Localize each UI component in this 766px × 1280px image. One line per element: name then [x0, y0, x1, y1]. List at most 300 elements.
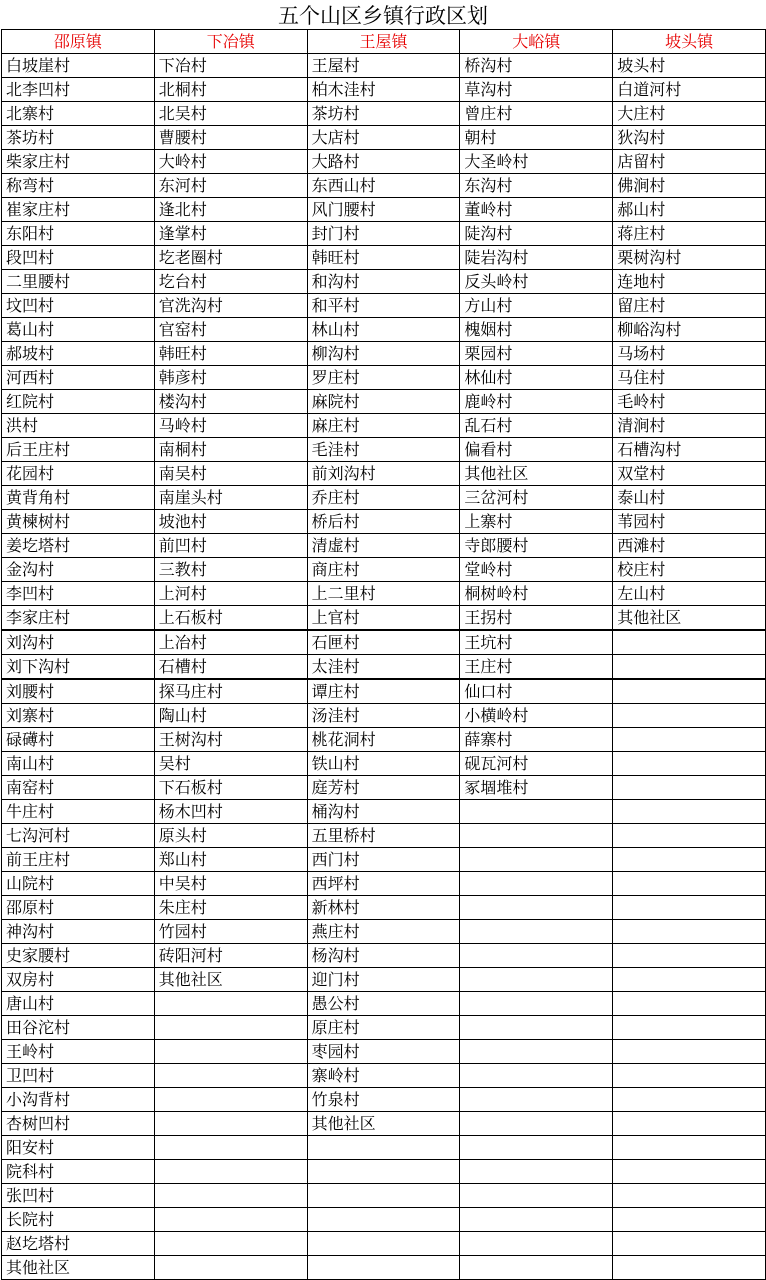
village-cell[interactable]: 枣园村	[307, 1040, 460, 1064]
village-cell[interactable]: 神沟村	[2, 920, 155, 944]
village-cell[interactable]: 清涧村	[613, 414, 766, 438]
village-cell[interactable]: 东西山村	[307, 174, 460, 198]
village-cell[interactable]: 茶坊村	[2, 126, 155, 150]
table-row	[2, 78, 766, 102]
village-cell[interactable]	[613, 679, 766, 704]
village-cell[interactable]	[460, 800, 613, 824]
village-cell[interactable]: 王坑村	[460, 630, 613, 655]
village-cell[interactable]: 上寨村	[460, 510, 613, 534]
table-row	[2, 270, 766, 294]
village-cell[interactable]: 南吴村	[154, 462, 307, 486]
village-cell[interactable]: 邵原村	[2, 896, 155, 920]
village-cell[interactable]: 楼沟村	[154, 390, 307, 414]
village-cell[interactable]: 王拐村	[460, 606, 613, 631]
sheet-title: 五个山区乡镇行政区划	[278, 4, 488, 28]
village-cell[interactable]	[460, 872, 613, 896]
table-row	[2, 872, 766, 896]
village-cell[interactable]: 大庄村	[613, 102, 766, 126]
village-cell[interactable]: 蒋庄村	[613, 222, 766, 246]
village-cell[interactable]: 坡池村	[154, 510, 307, 534]
village-cell[interactable]: 砖阳河村	[154, 944, 307, 968]
village-cell[interactable]	[154, 1256, 307, 1280]
table-row	[2, 534, 766, 558]
village-cell[interactable]: 官窑村	[154, 318, 307, 342]
table-row	[2, 294, 766, 318]
village-cell[interactable]: 南桐村	[154, 438, 307, 462]
village-cell[interactable]: 南窑村	[2, 776, 155, 800]
village-cell[interactable]: 杨木凹村	[154, 800, 307, 824]
village-cell[interactable]: 小沟背村	[2, 1088, 155, 1112]
village-cell[interactable]	[460, 1136, 613, 1160]
village-cell[interactable]: 七沟河村	[2, 824, 155, 848]
village-cell[interactable]: 三教村	[154, 558, 307, 582]
table-row	[2, 1208, 766, 1232]
village-cell[interactable]	[613, 1184, 766, 1208]
village-cell[interactable]: 韩彦村	[154, 366, 307, 390]
village-cell[interactable]	[613, 1160, 766, 1184]
village-cell[interactable]: 南崖头村	[154, 486, 307, 510]
village-cell[interactable]	[613, 752, 766, 776]
village-cell[interactable]: 吴村	[154, 752, 307, 776]
village-cell[interactable]: 西滩村	[613, 534, 766, 558]
village-cell[interactable]: 上石板村	[154, 606, 307, 631]
village-cell[interactable]	[613, 1256, 766, 1280]
village-cell[interactable]	[460, 1208, 613, 1232]
village-cell[interactable]: 南山村	[2, 752, 155, 776]
village-cell[interactable]: 洪村	[2, 414, 155, 438]
village-cell[interactable]: 史家腰村	[2, 944, 155, 968]
village-cell[interactable]	[460, 968, 613, 992]
village-cell[interactable]: 赵圪塔村	[2, 1232, 155, 1256]
village-cell[interactable]	[613, 824, 766, 848]
header-cell[interactable]: 坡头镇	[613, 30, 766, 54]
village-cell[interactable]: 商庄村	[307, 558, 460, 582]
village-cell[interactable]: 小横岭村	[460, 704, 613, 728]
village-cell[interactable]: 中吴村	[154, 872, 307, 896]
village-cell[interactable]: 刘下沟村	[2, 655, 155, 680]
village-cell[interactable]: 逢北村	[154, 198, 307, 222]
village-cell[interactable]: 乱石村	[460, 414, 613, 438]
village-cell[interactable]	[154, 1208, 307, 1232]
table-row	[2, 1112, 766, 1136]
village-cell[interactable]: 坡头村	[613, 54, 766, 78]
village-cell[interactable]: 前凹村	[154, 534, 307, 558]
village-cell[interactable]: 仙口村	[460, 679, 613, 704]
village-cell[interactable]: 燕庄村	[307, 920, 460, 944]
village-cell[interactable]: 林山村	[307, 318, 460, 342]
village-cell[interactable]: 王树沟村	[154, 728, 307, 752]
village-cell[interactable]	[460, 992, 613, 1016]
village-cell[interactable]: 杨沟村	[307, 944, 460, 968]
village-cell[interactable]: 毛岭村	[613, 390, 766, 414]
village-cell[interactable]: 草沟村	[460, 78, 613, 102]
village-cell[interactable]: 三岔河村	[460, 486, 613, 510]
village-cell[interactable]	[460, 1016, 613, 1040]
table-row	[2, 246, 766, 270]
village-cell[interactable]: 西坪村	[307, 872, 460, 896]
village-cell[interactable]: 薛寨村	[460, 728, 613, 752]
village-cell[interactable]: 碌礡村	[2, 728, 155, 752]
village-cell[interactable]: 和沟村	[307, 270, 460, 294]
village-cell[interactable]	[613, 800, 766, 824]
village-cell[interactable]: 郑山村	[154, 848, 307, 872]
table-row	[2, 510, 766, 534]
village-cell[interactable]: 后王庄村	[2, 438, 155, 462]
village-cell[interactable]: 偏看村	[460, 438, 613, 462]
header-cell[interactable]: 邵原镇	[2, 30, 155, 54]
village-cell[interactable]	[154, 1088, 307, 1112]
village-cell[interactable]: 桐树岭村	[460, 582, 613, 606]
village-cell[interactable]	[613, 896, 766, 920]
village-cell[interactable]: 逢掌村	[154, 222, 307, 246]
village-cell[interactable]: 北吴村	[154, 102, 307, 126]
village-cell[interactable]	[613, 1016, 766, 1040]
village-cell[interactable]	[460, 896, 613, 920]
village-cell[interactable]	[613, 728, 766, 752]
village-cell[interactable]	[613, 992, 766, 1016]
village-cell[interactable]	[460, 1160, 613, 1184]
village-cell[interactable]	[460, 1232, 613, 1256]
table-row	[2, 1016, 766, 1040]
village-cell[interactable]: 清虚村	[307, 534, 460, 558]
village-cell[interactable]: 大圣岭村	[460, 150, 613, 174]
village-cell[interactable]: 郝山村	[613, 198, 766, 222]
table-row	[2, 1160, 766, 1184]
village-cell[interactable]: 北桐村	[154, 78, 307, 102]
table-row	[2, 438, 766, 462]
village-cell[interactable]: 陡沟村	[460, 222, 613, 246]
table-row	[2, 1232, 766, 1256]
village-cell[interactable]: 刘寨村	[2, 704, 155, 728]
header-cell[interactable]: 大峪镇	[460, 30, 613, 54]
village-cell[interactable]	[460, 824, 613, 848]
village-cell[interactable]: 左山村	[613, 582, 766, 606]
table-row	[2, 728, 766, 752]
village-cell[interactable]: 下石板村	[154, 776, 307, 800]
village-cell[interactable]	[460, 848, 613, 872]
village-cell[interactable]: 泰山村	[613, 486, 766, 510]
village-cell[interactable]	[154, 1112, 307, 1136]
table-row	[2, 150, 766, 174]
village-cell[interactable]: 坟凹村	[2, 294, 155, 318]
village-cell[interactable]: 红院村	[2, 390, 155, 414]
village-cell[interactable]: 曾庄村	[460, 102, 613, 126]
village-cell[interactable]	[613, 872, 766, 896]
village-cell[interactable]: 留庄村	[613, 294, 766, 318]
table-row	[2, 800, 766, 824]
village-cell[interactable]: 其他社区	[460, 462, 613, 486]
village-cell[interactable]	[613, 1208, 766, 1232]
village-cell[interactable]: 山院村	[2, 872, 155, 896]
village-cell[interactable]: 唐山村	[2, 992, 155, 1016]
village-cell[interactable]: 曹腰村	[154, 126, 307, 150]
table-row	[2, 1184, 766, 1208]
village-cell[interactable]: 反头岭村	[460, 270, 613, 294]
village-cell[interactable]	[613, 1112, 766, 1136]
village-cell[interactable]: 黄背角村	[2, 486, 155, 510]
village-cell[interactable]	[613, 776, 766, 800]
village-cell[interactable]: 堂岭村	[460, 558, 613, 582]
village-cell[interactable]: 北寨村	[2, 102, 155, 126]
table-row	[2, 630, 766, 655]
village-cell[interactable]	[613, 920, 766, 944]
village-cell[interactable]: 双房村	[2, 968, 155, 992]
village-cell[interactable]: 狄沟村	[613, 126, 766, 150]
village-cell[interactable]: 李凹村	[2, 582, 155, 606]
village-cell[interactable]: 西门村	[307, 848, 460, 872]
village-cell[interactable]: 李家庄村	[2, 606, 155, 631]
village-cell[interactable]	[460, 944, 613, 968]
village-cell[interactable]: 前刘沟村	[307, 462, 460, 486]
village-cell[interactable]: 上冶村	[154, 630, 307, 655]
village-cell[interactable]	[613, 1064, 766, 1088]
village-cell[interactable]: 庭芳村	[307, 776, 460, 800]
village-cell[interactable]: 其他社区	[154, 968, 307, 992]
village-cell[interactable]: 和平村	[307, 294, 460, 318]
village-cell[interactable]: 王屋村	[307, 54, 460, 78]
village-cell[interactable]: 探马庄村	[154, 679, 307, 704]
village-cell[interactable]	[460, 1112, 613, 1136]
table-row	[2, 54, 766, 78]
village-cell[interactable]: 苇园村	[613, 510, 766, 534]
village-cell[interactable]	[460, 1064, 613, 1088]
village-cell[interactable]: 竹泉村	[307, 1088, 460, 1112]
village-cell[interactable]	[613, 1232, 766, 1256]
village-cell[interactable]: 石槽村	[154, 655, 307, 680]
village-cell[interactable]: 阳安村	[2, 1136, 155, 1160]
village-cell[interactable]: 其他社区	[2, 1256, 155, 1280]
village-cell[interactable]: 刘沟村	[2, 630, 155, 655]
village-cell[interactable]: 柏木洼村	[307, 78, 460, 102]
village-cell[interactable]	[307, 1160, 460, 1184]
village-cell[interactable]: 上二里村	[307, 582, 460, 606]
village-cell[interactable]: 罗庄村	[307, 366, 460, 390]
village-cell[interactable]: 葛山村	[2, 318, 155, 342]
village-cell[interactable]: 佛涧村	[613, 174, 766, 198]
table-row	[2, 558, 766, 582]
village-cell[interactable]	[154, 1040, 307, 1064]
village-cell[interactable]	[460, 1088, 613, 1112]
village-cell[interactable]: 韩旺村	[307, 246, 460, 270]
village-cell[interactable]: 朝村	[460, 126, 613, 150]
village-cell[interactable]: 迎门村	[307, 968, 460, 992]
village-cell[interactable]: 林仙村	[460, 366, 613, 390]
village-cell[interactable]: 新林村	[307, 896, 460, 920]
village-cell[interactable]: 董岭村	[460, 198, 613, 222]
village-cell[interactable]	[154, 992, 307, 1016]
village-cell[interactable]	[307, 1232, 460, 1256]
header-cell[interactable]: 下冶镇	[154, 30, 307, 54]
village-cell[interactable]	[154, 1064, 307, 1088]
village-cell[interactable]: 汤洼村	[307, 704, 460, 728]
table-row	[2, 462, 766, 486]
village-cell[interactable]: 上官村	[307, 606, 460, 631]
village-cell[interactable]: 方山村	[460, 294, 613, 318]
table-row	[2, 582, 766, 606]
village-cell[interactable]: 金沟村	[2, 558, 155, 582]
village-cell[interactable]	[460, 1040, 613, 1064]
table-row	[2, 776, 766, 800]
village-cell[interactable]: 麻院村	[307, 390, 460, 414]
village-cell[interactable]	[154, 1160, 307, 1184]
village-cell[interactable]: 连地村	[613, 270, 766, 294]
village-cell[interactable]: 原头村	[154, 824, 307, 848]
village-cell[interactable]: 马住村	[613, 366, 766, 390]
village-cell[interactable]: 称弯村	[2, 174, 155, 198]
village-cell[interactable]: 官洗沟村	[154, 294, 307, 318]
village-cell[interactable]: 上河村	[154, 582, 307, 606]
village-cell[interactable]: 柳沟村	[307, 342, 460, 366]
village-cell[interactable]	[307, 1136, 460, 1160]
village-cell[interactable]: 其他社区	[613, 606, 766, 631]
village-cell[interactable]: 卫凹村	[2, 1064, 155, 1088]
village-cell[interactable]: 马岭村	[154, 414, 307, 438]
village-cell[interactable]: 柴家庄村	[2, 150, 155, 174]
village-cell[interactable]: 鹿岭村	[460, 390, 613, 414]
village-cell[interactable]: 陶山村	[154, 704, 307, 728]
village-cell[interactable]	[613, 704, 766, 728]
table-row	[2, 198, 766, 222]
village-cell[interactable]: 王岭村	[2, 1040, 155, 1064]
village-cell[interactable]: 愚公村	[307, 992, 460, 1016]
village-cell[interactable]: 下冶村	[154, 54, 307, 78]
village-cell[interactable]: 韩旺村	[154, 342, 307, 366]
table-row	[2, 1088, 766, 1112]
village-cell[interactable]: 牛庄村	[2, 800, 155, 824]
village-cell[interactable]: 北李凹村	[2, 78, 155, 102]
village-cell[interactable]: 长院村	[2, 1208, 155, 1232]
village-cell[interactable]	[307, 1208, 460, 1232]
header-cell[interactable]: 王屋镇	[307, 30, 460, 54]
village-cell[interactable]: 河西村	[2, 366, 155, 390]
table-row	[2, 704, 766, 728]
table-row	[2, 1064, 766, 1088]
village-cell[interactable]	[460, 920, 613, 944]
village-cell[interactable]	[154, 1184, 307, 1208]
village-cell[interactable]	[613, 968, 766, 992]
village-cell[interactable]: 砚瓦河村	[460, 752, 613, 776]
village-cell[interactable]: 圪台村	[154, 270, 307, 294]
village-cell[interactable]: 崔家庄村	[2, 198, 155, 222]
village-cell[interactable]: 大店村	[307, 126, 460, 150]
village-cell[interactable]	[613, 1040, 766, 1064]
village-cell[interactable]: 冢堌堆村	[460, 776, 613, 800]
village-cell[interactable]: 竹园村	[154, 920, 307, 944]
village-cell[interactable]: 五里桥村	[307, 824, 460, 848]
village-cell[interactable]: 桥后村	[307, 510, 460, 534]
village-cell[interactable]: 大路村	[307, 150, 460, 174]
village-cell[interactable]: 茶坊村	[307, 102, 460, 126]
village-cell[interactable]: 黄楝树村	[2, 510, 155, 534]
village-cell[interactable]: 校庄村	[613, 558, 766, 582]
table-row	[2, 390, 766, 414]
village-cell[interactable]: 马场村	[613, 342, 766, 366]
village-cell[interactable]: 杏树凹村	[2, 1112, 155, 1136]
village-cell[interactable]: 姜圪塔村	[2, 534, 155, 558]
village-cell[interactable]: 东沟村	[460, 174, 613, 198]
village-cell[interactable]: 田谷沱村	[2, 1016, 155, 1040]
village-cell[interactable]: 双堂村	[613, 462, 766, 486]
village-cell[interactable]: 石槽沟村	[613, 438, 766, 462]
table-row	[2, 1040, 766, 1064]
village-cell[interactable]: 东河村	[154, 174, 307, 198]
header-row	[2, 30, 766, 54]
village-cell[interactable]: 二里腰村	[2, 270, 155, 294]
village-cell[interactable]: 铁山村	[307, 752, 460, 776]
village-cell[interactable]: 槐姻村	[460, 318, 613, 342]
village-cell[interactable]: 院科村	[2, 1160, 155, 1184]
village-cell[interactable]: 白坡崖村	[2, 54, 155, 78]
village-cell[interactable]	[460, 1184, 613, 1208]
village-cell[interactable]: 栗园村	[460, 342, 613, 366]
village-cell[interactable]	[154, 1136, 307, 1160]
village-cell[interactable]	[307, 1256, 460, 1280]
village-cell[interactable]	[154, 1232, 307, 1256]
table-row	[2, 318, 766, 342]
table-row	[2, 1256, 766, 1280]
village-cell[interactable]	[613, 1088, 766, 1112]
village-cell[interactable]: 店留村	[613, 150, 766, 174]
village-cell[interactable]: 郝坡村	[2, 342, 155, 366]
village-cell[interactable]	[613, 1136, 766, 1160]
village-cell[interactable]: 刘腰村	[2, 679, 155, 704]
table-row	[2, 486, 766, 510]
village-cell[interactable]: 张凹村	[2, 1184, 155, 1208]
village-cell[interactable]: 寺郎腰村	[460, 534, 613, 558]
village-cell[interactable]	[460, 1256, 613, 1280]
village-cell[interactable]: 太洼村	[307, 655, 460, 680]
village-cell[interactable]: 陡岩沟村	[460, 246, 613, 270]
table-row	[2, 126, 766, 150]
village-cell[interactable]: 石匣村	[307, 630, 460, 655]
village-cell[interactable]	[307, 1184, 460, 1208]
table-row	[2, 752, 766, 776]
table-row	[2, 342, 766, 366]
village-cell[interactable]	[154, 1016, 307, 1040]
village-cell[interactable]: 寨岭村	[307, 1064, 460, 1088]
village-cell[interactable]: 大岭村	[154, 150, 307, 174]
village-cell[interactable]: 白道河村	[613, 78, 766, 102]
table-row	[2, 679, 766, 704]
village-cell[interactable]: 毛洼村	[307, 438, 460, 462]
village-cell[interactable]: 风门腰村	[307, 198, 460, 222]
village-cell[interactable]	[613, 655, 766, 680]
village-cell[interactable]: 原庄村	[307, 1016, 460, 1040]
village-cell[interactable]: 乔庄村	[307, 486, 460, 510]
village-cell[interactable]: 圪老圈村	[154, 246, 307, 270]
village-cell[interactable]: 朱庄村	[154, 896, 307, 920]
village-cell[interactable]: 桥沟村	[460, 54, 613, 78]
village-cell[interactable]: 封门村	[307, 222, 460, 246]
village-cell[interactable]: 王庄村	[460, 655, 613, 680]
village-cell[interactable]: 花园村	[2, 462, 155, 486]
village-cell[interactable]: 麻庄村	[307, 414, 460, 438]
village-cell[interactable]	[613, 630, 766, 655]
table-row	[2, 102, 766, 126]
village-cell[interactable]	[613, 944, 766, 968]
village-cell[interactable]: 其他社区	[307, 1112, 460, 1136]
village-cell[interactable]: 段凹村	[2, 246, 155, 270]
village-cell[interactable]: 前王庄村	[2, 848, 155, 872]
village-cell[interactable]: 桃花洞村	[307, 728, 460, 752]
village-cell[interactable]: 桶沟村	[307, 800, 460, 824]
village-cell[interactable]	[613, 848, 766, 872]
village-cell[interactable]: 谭庄村	[307, 679, 460, 704]
village-cell[interactable]: 柳峪沟村	[613, 318, 766, 342]
division-table	[1, 29, 766, 1280]
village-cell[interactable]: 东阳村	[2, 222, 155, 246]
village-cell[interactable]: 栗树沟村	[613, 246, 766, 270]
